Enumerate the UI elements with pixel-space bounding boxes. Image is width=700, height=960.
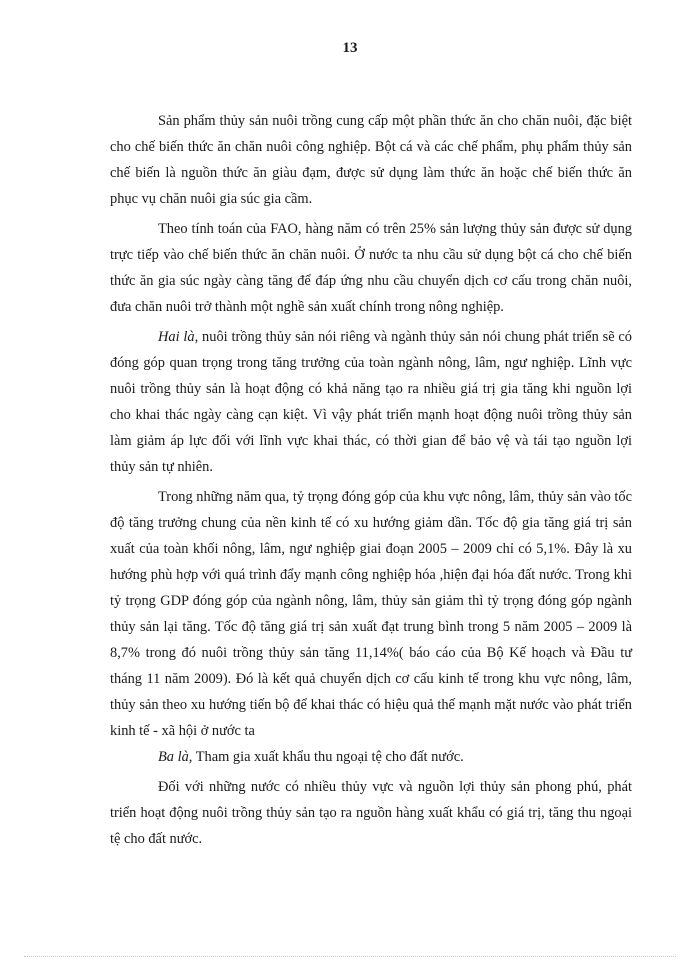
paragraph-4 — [110, 484, 632, 744]
paragraph-1 — [110, 108, 632, 212]
paragraph-5-lead: Ba là — [158, 749, 189, 765]
paragraph-4-text: Trong những năm qua, tỷ trọng đóng góp của khu vực nông, lâm, thủy sản vào tốc độ tăng trưởng chung của nền kinh tế có xu hướng giảm dần. Tốc độ gia tăng giá trị sản xuất của toàn khối nông, lâm, ngư nghiệp giai đoạn 2005 – 2009 chỉ có 5,1%. Đây là xu hướng phù hợp với quá trình đẩy mạnh công nghiệp hóa ,hiện đại hóa đất nước. Trong khi tỷ trọng GDP đóng góp của ngành nông, lâm, thủy sản giảm thì tỷ trọng đóng góp ngành thủy sản lại tăng. Tốc độ tăng giá trị sản xuất đạt trung bình trong 5 năm 2005 – 2009 là 8,7% trong đó nuôi trồng thủy sản tăng 11,14%( báo cáo của Bộ Kế hoạch và Đầu tư tháng 11 năm 2009). Đó là kết quả chuyển dịch cơ cấu kinh tế trong khu vực nông, lâm, thủy sản theo xu hướng tiến bộ để khai thác có hiệu quả thế mạnh mặt nước vào phát triển kinh tế - xã hội ở nước ta — [110, 489, 632, 739]
paragraph-6-text: Đối với những nước có nhiều thủy vực và nguồn lợi thủy sản phong phú, phát triển hoạt động nuôi trồng thủy sản tạo ra nguồn hàng xuất khẩu có giá trị, tăng thu ngoại tệ cho đất nước. — [110, 779, 632, 847]
page-number: 13 — [342, 40, 358, 56]
footer-divider — [24, 956, 676, 957]
paragraph-2-text: Theo tính toán của FAO, hàng năm có trên 25% sản lượng thủy sản được sử dụng trực tiếp vào chế biến thức ăn chăn nuôi. Ở nước ta nhu cầu sử dụng bột cá cho chế biến thức ăn gia súc ngày càng tăng để đáp ứng nhu cầu chuyển dịch cơ cấu trong chăn nuôi, đưa chăn nuôi trở thành một nghề sản xuất chính trong nông nghiệp. — [110, 221, 632, 315]
paragraph-5-text: , Tham gia xuất khẩu thu ngoại tệ cho đất nước. — [188, 749, 464, 765]
paragraph-3-lead: Hai là — [158, 329, 195, 345]
paragraph-3-text: , nuôi trồng thủy sản nói riêng và ngành thủy sản nói chung phát triển sẽ có đóng góp quan trọng trong tăng trưởng của toàn ngành nông, lâm, ngư nghiệp. Lĩnh vực nuôi trồng thủy sản là hoạt động có khả năng tạo ra nhiều giá trị gia tăng khi nguồn lợi cho khai thác ngày càng cạn kiệt. Vì vậy phát triển mạnh hoạt động nuôi trồng thủy sản làm giảm áp lực đối với lĩnh vực khai thác, có thời gian để bảo vệ và tái tạo nguồn lợi thủy sản tự nhiên. — [110, 329, 632, 475]
paragraph-5 — [110, 744, 632, 770]
paragraph-2 — [110, 216, 632, 320]
paragraph-3 — [110, 324, 632, 480]
paragraph-1-text: Sản phẩm thủy sản nuôi trồng cung cấp một phần thức ăn cho chăn nuôi, đặc biệt cho chế biến thức ăn chăn nuôi công nghiệp. Bột cá và các chế phẩm, phụ phẩm thủy sản chế biến là nguồn thức ăn giàu đạm, được sử dụng làm thức ăn hoặc chế biến thức ăn phục vụ chăn nuôi gia súc gia cầm. — [110, 113, 632, 207]
body-text — [110, 108, 632, 852]
paragraph-6 — [110, 774, 632, 852]
